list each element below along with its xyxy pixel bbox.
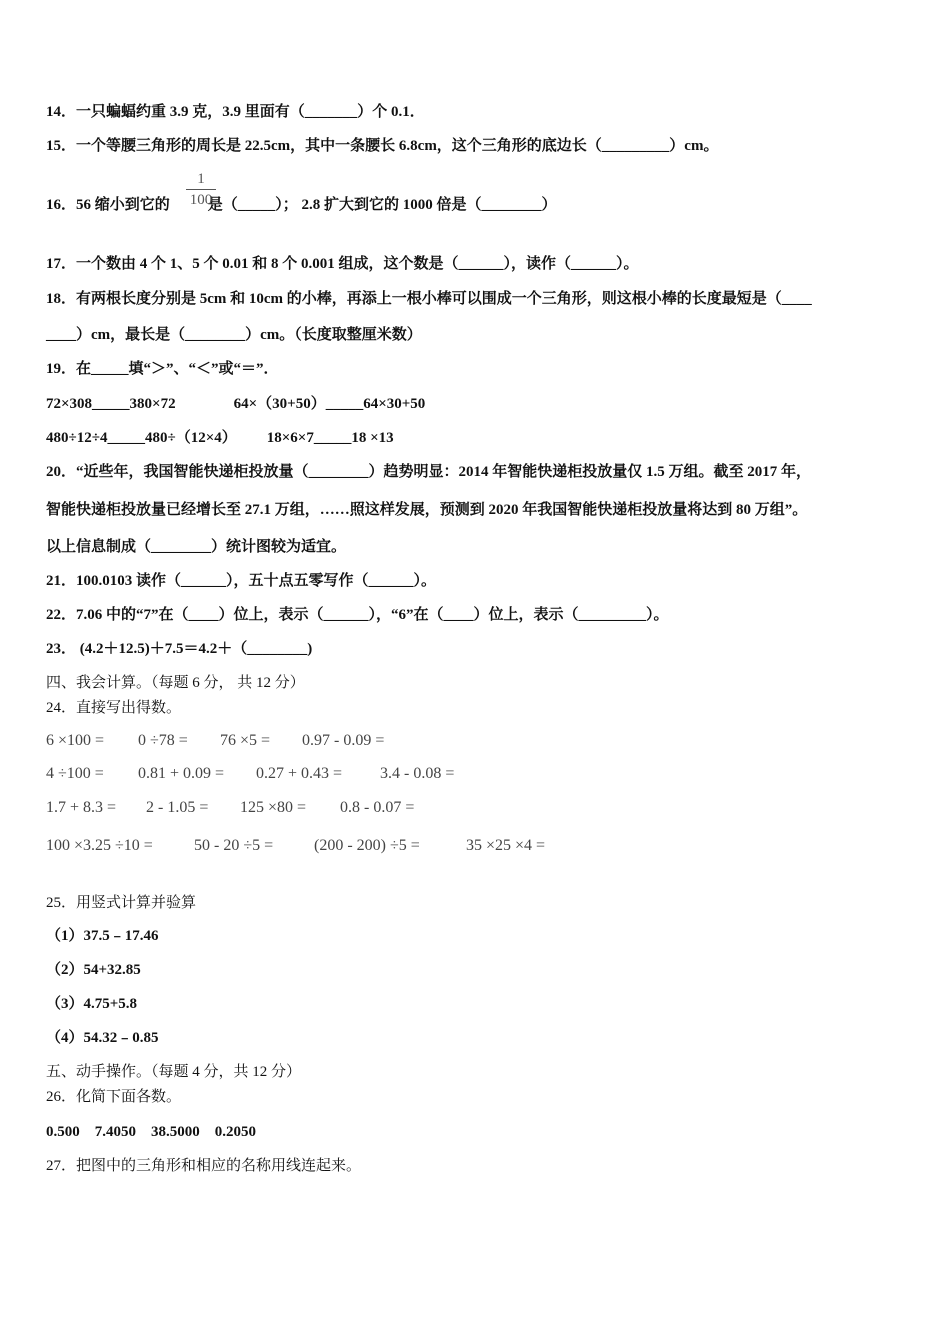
expr: 6 ×100 = (46, 732, 105, 749)
fraction-denominator: 100 (189, 192, 213, 208)
question-19-row-1 (46, 394, 425, 414)
expr: 1.7 + 8.3 = (46, 799, 117, 816)
section-4-heading: 四、我会计算。（每题 6 分， 共 12 分） (46, 675, 305, 691)
numbers-to-simplify: 0.500 7.4050 38.5000 0.2050 (46, 1124, 256, 1140)
question-19: 19．在_____填“＞”、“＜”或“＝”． (46, 361, 279, 377)
expr: 4 ÷100 = (46, 765, 104, 782)
expr: 0.27 + 0.43 = (256, 765, 343, 782)
question-22: 22．7.06 中的“7”在（____）位上，表示（______），“6”在（____）位上，表示（_________）。 (46, 607, 669, 623)
question-18-line-2: ____）cm，最长是（________）cm。（长度取整厘米数） (46, 327, 422, 343)
question-21: 21．100.0103 读作（______），五十点五零写作（______）。 (46, 573, 437, 589)
question-20-line-1: 20．“近些年，我国智能快递柜投放量（________）趋势明显：2014 年智能快递柜投放量仅 1.5 万组。截至 2017 年， (46, 464, 812, 480)
compare-1b: 64×（30+50）_____64×30+50 (233, 396, 426, 412)
mental-math-row-2 (46, 763, 454, 785)
expr: 0.8 - 0.07 = (340, 799, 415, 816)
question-23: 23． (4.2＋12.5)＋7.5＝4.2＋（________) (46, 641, 313, 657)
question-24: 24．直接写出得数。 (46, 700, 182, 716)
vertical-calc-4: （4）54.32﹣0.85 (46, 1030, 159, 1046)
fraction-one-hundredth (186, 170, 216, 209)
question-16-after: 是（_____）； 2.8 扩大到它的 1000 倍是（________） (207, 197, 557, 213)
compare-2a: 480÷12÷4_____480÷（12×4） (46, 430, 237, 446)
expr: 76 ×5 = (220, 732, 271, 749)
question-20-line-3: 以上信息制成（________）统计图较为适宜。 (46, 539, 347, 555)
fraction-numerator: 1 (197, 171, 205, 187)
expr: 2 - 1.05 = (146, 799, 209, 816)
compare-1a: 72×308_____380×72 (46, 396, 176, 412)
compare-2b: 18×6×7_____18 ×13 (266, 430, 394, 446)
question-27: 27．把图中的三角形和相应的名称用线连起来。 (46, 1158, 362, 1174)
fraction-bar (186, 189, 216, 190)
question-16 (46, 195, 557, 215)
mental-math-row-1 (46, 730, 384, 752)
expr: 3.4 - 0.08 = (380, 765, 455, 782)
expr: 35 ×25 ×4 = (466, 837, 546, 854)
question-20-line-2: 智能快递柜投放量已经增长至 27.1 万组，……照这样发展，预测到 2020 年我国智能快递柜投放量将达到 80 万组”。 (46, 502, 808, 518)
mental-math-row-4 (46, 835, 545, 857)
vertical-calc-3: （3）4.75+5.8 (46, 996, 138, 1012)
expr: 100 ×3.25 ÷10 = (46, 837, 153, 854)
vertical-calc-2: （2）54+32.85 (46, 962, 141, 978)
expr: 0.97 - 0.09 = (302, 732, 385, 749)
question-17: 17．一个数由 4 个 1、5 个 0.01 和 8 个 0.001 组成，这个数是（______），读作（______）。 (46, 256, 639, 272)
expr: 0 ÷78 = (138, 732, 188, 749)
question-26: 26．化简下面各数。 (46, 1089, 182, 1105)
mental-math-row-3 (46, 797, 414, 819)
expr: 125 ×80 = (240, 799, 307, 816)
question-16-before: 16．56 缩小到它的 (46, 197, 170, 213)
section-5-heading: 五、动手操作。（每题 4 分，共 12 分） (46, 1064, 302, 1080)
expr: 50 - 20 ÷5 = (194, 837, 274, 854)
question-15: 15．一个等腰三角形的周长是 22.5cm，其中一条腰长 6.8cm，这个三角形的底边长（_________）cm。 (46, 138, 719, 154)
vertical-calc-1: （1）37.5﹣17.46 (46, 928, 159, 944)
expr: 0.81 + 0.09 = (138, 765, 225, 782)
question-18-line-1: 18．有两根长度分别是 5cm 和 10cm 的小棒，再添上一根小棒可以围成一个三角形，则这根小棒的长度最短是（____ (46, 291, 812, 307)
expr: (200 - 200) ÷5 = (314, 837, 420, 854)
question-25: 25．用竖式计算并验算 (46, 895, 197, 911)
question-19-row-2 (46, 428, 394, 448)
question-14: 14．一只蝙蝠约重 3.9 克，3.9 里面有（_______）个 0.1． (46, 104, 425, 120)
